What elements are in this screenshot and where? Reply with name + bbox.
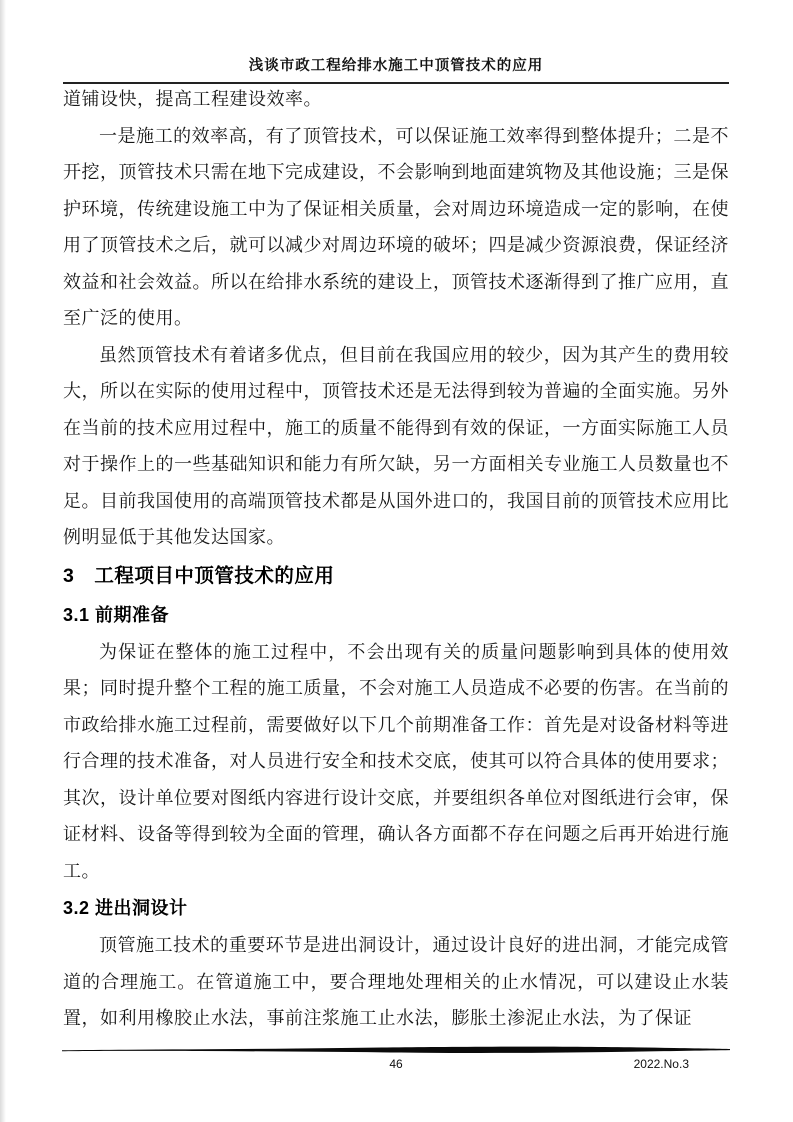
page-number: 46 (389, 1057, 403, 1071)
running-title: 浅谈市政工程给排水施工中顶管技术的应用 (248, 58, 544, 74)
body-paragraph: 顶管施工技术的重要环节是进出洞设计，通过设计良好的进出洞，才能完成管道的合理施工。在管道施工中，要合理地处理相关的止水情况，可以建设止水装置，如利用橡胶止水法，事前注浆施工止水法，膨胀土渗泥止水法，为了保证 (63, 935, 729, 1028)
body-paragraph-continuation: 道铺设快，提高工程建设效率。 (63, 89, 322, 109)
body-paragraph: 为保证在整体的施工过程中，不会出现有关的质量问题影响到具体的使用效果；同时提升整个工程的施工质量，不会对施工人员造成不必要的伤害。在当前的市政给排水施工过程前，需要做好以下几个前期准备工作：首先是对设备材料等进行合理的技术准备，对人员进行安全和技术交底，使其可以符合具体的使用要求；其次，设计单位要对图纸内容进行设计交底，并要组织各单位对图纸进行会审，保证材料、设备等得到较为全面的管理，确认各方面都不存在问题之后再开始进行施工。 (63, 641, 729, 881)
footer-rule (62, 1045, 730, 1055)
subsection-heading-3-2: 3.2 进出洞设计 (63, 898, 188, 918)
footer-row (0, 1057, 793, 1077)
body-paragraph: 虽然顶管技术有着诸多优点，但目前在我国应用的较少，因为其产生的费用较大，所以在实际的使用过程中，顶管技术还是无法得到较为普遍的全面实施。另外在当前的技术应用过程中，施工的质量不能得到有效的保证，一方面实际施工人员对于操作上的一些基础知识和能力有所欠缺，另一方面相关专业施工人员数量也不足。目前我国使用的高端顶管技术都是从国外进口的，我国目前的顶管技术应用比例明显低于其他发达国家。 (63, 344, 729, 547)
section-heading-3: 3 工程项目中顶管技术的应用 (63, 564, 335, 587)
subsection-heading-3-1: 3.1 前期准备 (63, 604, 170, 625)
body-paragraph: 一是施工的效率高，有了顶管技术，可以保证施工效率得到整体提升；二是不开挖，顶管技术只需在地下完成建设，不会影响到地面建筑物及其他设施；三是保护环境，传统建设施工中为了保证相关质量，会对周边环境造成一定的影响，在使用了顶管技术之后，就可以减少对周边环境的破坏；四是减少资源浪费，保证经济效益和社会效益。所以在给排水系统的建设上，顶管技术逐渐得到了推广应用，直至广泛的使用。 (63, 125, 729, 328)
page-header (63, 57, 729, 84)
issue-label: 2022.No.3 (633, 1057, 689, 1071)
document-body (63, 81, 729, 1037)
